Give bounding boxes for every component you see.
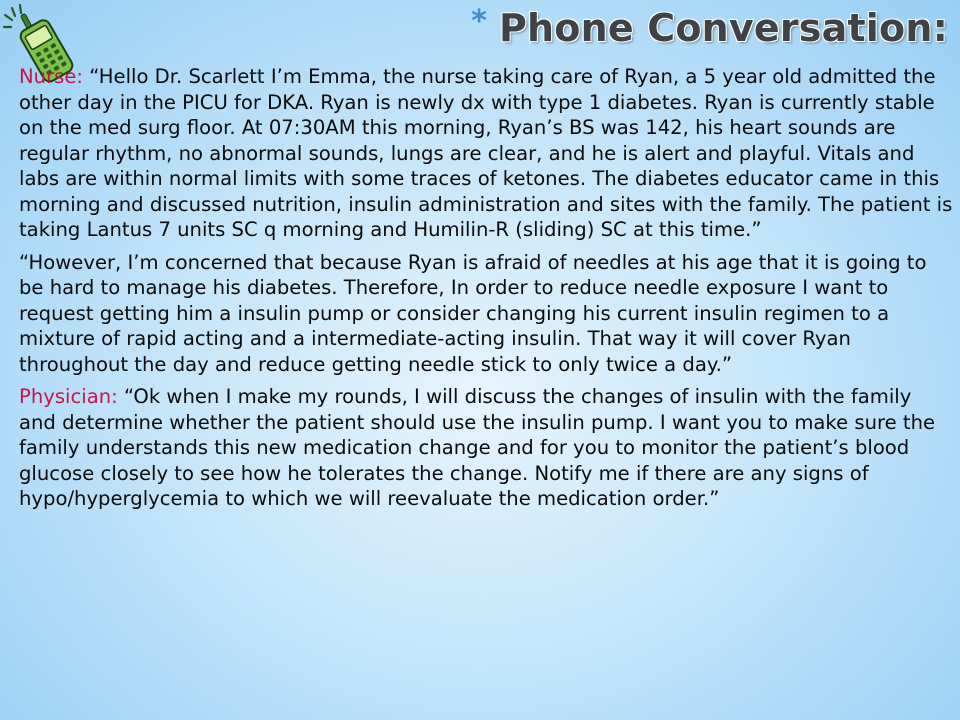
nurse-followup-paragraph	[19, 250, 954, 378]
title-bullet: *	[471, 4, 487, 39]
conversation-body	[19, 64, 954, 512]
nurse-followup-statement: “However, I’m concerned that because Ryan is afraid of needles at his age that it is going to be hard to manage his diabetes. Therefore, In order to reduce needle exposure I want to request getting him a insulin pump or consider changing his current insulin regimen to a mixture of rapid acting and a intermediate-acting insulin. That way it will cover Ryan throughout the day and reduce getting needle stick to only twice a day.”	[19, 250, 927, 376]
speaker-label-nurse: Nurse:	[19, 65, 83, 88]
title-row	[471, 4, 948, 60]
slide-title: Phone Conversation:	[498, 6, 948, 50]
physician-statement: “Ok when I make my rounds, I will discuss the changes of insulin with the family and determine whether the patient should use the insulin pump. I want you to make sure the family understands this new medication change and for you to monitor the patient’s blood glucose closely to see how he tolerates the change. Notify me if there are any signs of hypo/hyperglycemia to which we will reevaluate the medication order.”	[19, 385, 936, 510]
physician-paragraph	[19, 384, 954, 512]
speaker-label-physician: Physician:	[19, 385, 118, 408]
nurse-statement: “Hello Dr. Scarlett I’m Emma, the nurse taking care of Ryan, a 5 year old admitted the other day in the PICU for DKA. Ryan is newly dx with type 1 diabetes. Ryan is currently stable on the med surg floor. At 07:30AM this morning, Ryan’s BS was 142, his heart sounds are regular rhythm, no abnormal sounds, lungs are clear, and he is alert and playful. Vitals and labs are within normal limits with some traces of ketones. The diabetes educator came in this morning and discussed nutrition, insulin administration and sites with the family. The patient is taking Lantus 7 units SC q morning and Humilin-R (sliding) SC at this time.”	[19, 65, 953, 241]
nurse-paragraph	[19, 64, 954, 243]
